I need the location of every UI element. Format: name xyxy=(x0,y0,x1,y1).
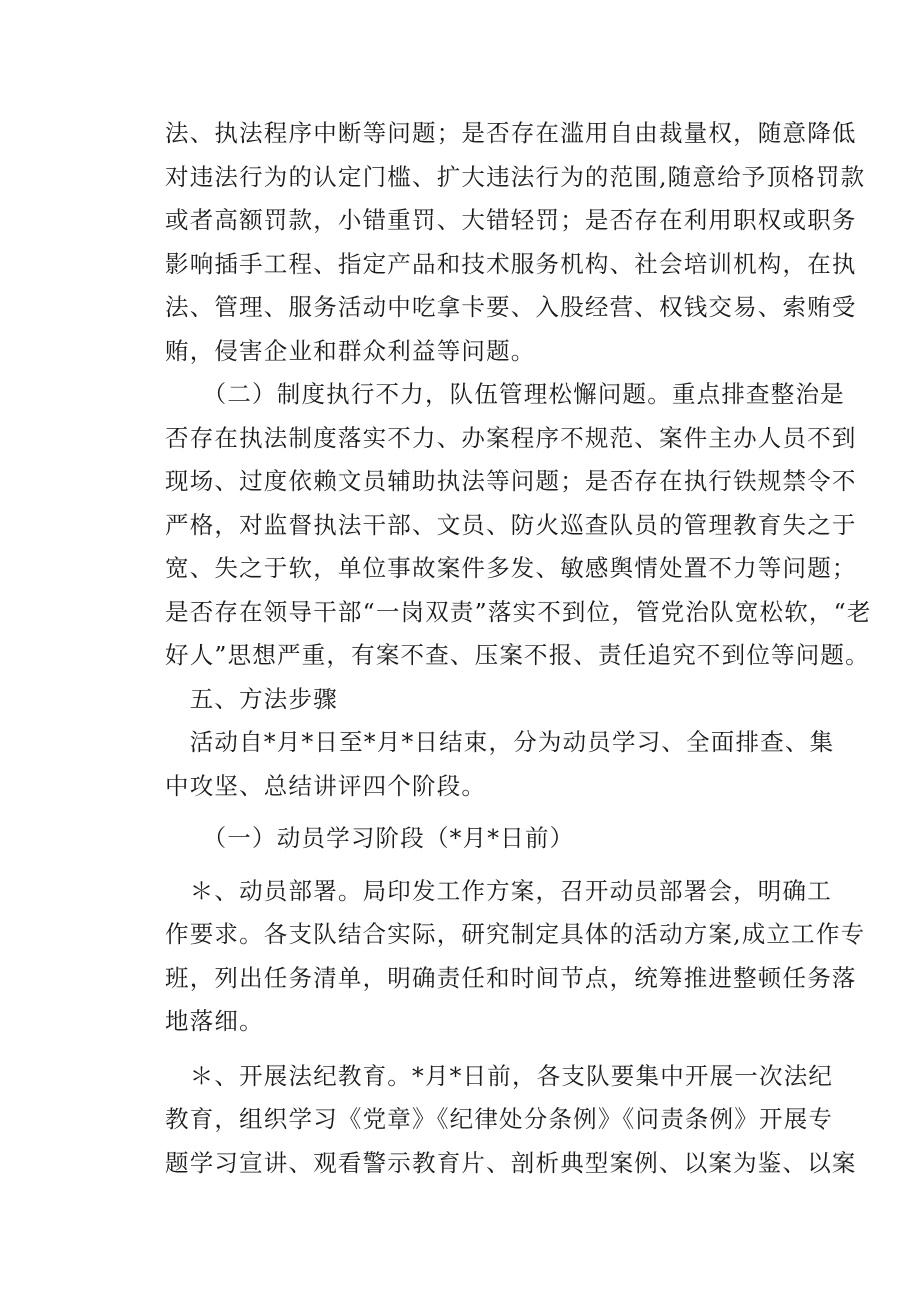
text-line: 影响插手工程、指定产品和技术服务机构、社会培训机构，在执 xyxy=(165,249,857,278)
document-body xyxy=(165,112,872,1185)
text-line: 好人”思想严重，有案不查、压案不报、责任追究不到位等问题。 xyxy=(165,641,870,669)
text-line: 班，列出任务清单，明确责任和时间节点，统筹推进整顿任务落 xyxy=(165,963,857,992)
text-line: 法、执法程序中断等问题；是否存在滥用自由裁量权，随意降低 xyxy=(165,119,857,147)
text-line: 题学习宣讲、观看警示教育片、剖析典型案例、以案为鉴、以案 xyxy=(165,1148,857,1177)
text-line: 作要求。各支队结合实际，研究制定具体的活动方案,成立工作专 xyxy=(165,920,866,948)
text-line: 是否存在领导干部“一岗双责”落实不到位，管党治队宽松软，“老 xyxy=(165,597,872,626)
text-line: 教育，组织学习《党章》《纪律处分条例》《问责条例》开展专 xyxy=(165,1105,834,1133)
text-line: 严格，对监督执法干部、文员、防火巡查队员的管理教育失之于 xyxy=(165,510,857,539)
text-line: 对违法行为的认定门槛、扩大违法行为的范围,随意给予顶格罚款 xyxy=(165,162,866,191)
section-heading: 五、方法步骤 xyxy=(165,684,338,713)
text-line: 贿，侵害企业和群众利益等问题。 xyxy=(165,336,536,365)
text-line: 中攻坚、总结讲评四个阶段。 xyxy=(165,771,487,800)
text-line: ＊、动员部署。局印发工作方案，召开动员部署会，明确工 xyxy=(165,876,832,905)
text-line: 或者高额罚款，小错重罚、大错轻罚；是否存在利用职权或职务 xyxy=(165,206,857,234)
text-line: ＊、开展法纪教育。*月*日前，各支队要集中开展一次法纪 xyxy=(165,1061,834,1090)
subsection-heading: （一）动员学习阶段（*月*日前） xyxy=(165,824,575,852)
text-line: 法、管理、服务活动中吃拿卡要、入股经营、权钱交易、索贿受 xyxy=(165,293,857,321)
text-line: 地落细。 xyxy=(165,1007,264,1035)
text-line: 宽、失之于软，单位事故案件多发、敏感舆情处置不力等问题； xyxy=(165,554,857,582)
text-line: 活动自*月*日至*月*日结束，分为动员学习、全面排查、集 xyxy=(165,728,835,756)
text-line: （二）制度执行不力，队伍管理松懈问题。重点排查整治是 xyxy=(165,380,845,408)
text-line: 现场、过度依赖文员辅助执法等问题；是否存在执行铁规禁令不 xyxy=(165,467,857,495)
text-line: 否存在执法制度落实不力、办案程序不规范、案件主办人员不到 xyxy=(165,423,857,452)
